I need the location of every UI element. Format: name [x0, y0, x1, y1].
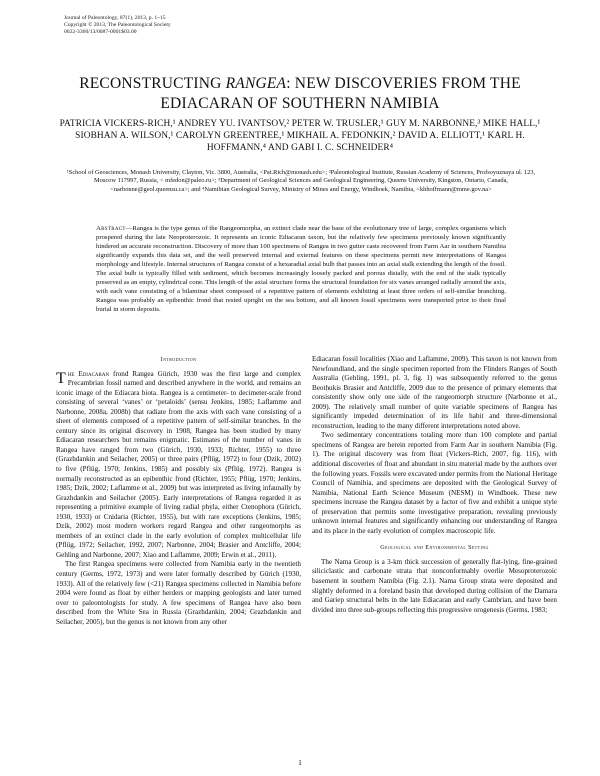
title-part-2: : NEW DISCOVERIES FROM THE EDIACARAN OF SOUTHERN NAMIBIA — [160, 75, 521, 112]
right-column — [312, 355, 557, 615]
journal-header — [64, 15, 171, 36]
intro-lead-in: he Ediacaran — [67, 369, 110, 378]
author-list: PATRICIA VICKERS-RICH,¹ ANDREY YU. IVANTSOV,² PETER W. TRUSLER,¹ GUY M. NARBONNE,³ MIKE HALL,¹ SIOBHAN A. WILSON,¹ CAROLYN GREENTREE,¹ MIKHAIL A. FEDONKIN,² DAVID A. ELLIOTT,¹ KARL H. HOFFMANN,⁴ AND GABI I. C. SCHNEIDER⁴ — [59, 119, 541, 154]
page-number: 1 — [298, 758, 302, 767]
intro-paragraph-3: Two sedimentary concentrations totaling more than 100 complete and partial specimens of Rangea are herein reported from Farm Aar in southern Namibia (Fig. 1). The original discovery was from float (Vickers-Rich, 2007, fig. 116), with additional discoveries of float and abundant in situ material made by the authors over the following years. Fossils were excavated under permits from the National Heritage Council of Namibia, and specimens are deposited with the Geological Survey of Namibia, National Earth Science Museum (NESM) in Windhoek. These new specimens increase the Rangea dataset by a factor of five and exhibit a unique style of preservation that permits some investigative preparation, revealing previously unknown internal features and significantly enhancing our understanding of Rangea and its place in the early evolution of complex macroscopic life. — [312, 431, 557, 535]
title-part-1: RECONSTRUCTING — [79, 75, 226, 92]
left-column — [56, 355, 301, 627]
journal-copyright: Copyright © 2013, The Paleontological Society — [64, 22, 171, 28]
title-genus: RANGEA — [225, 75, 287, 92]
affiliations: ¹School of Geosciences, Monash University, Clayton, Vic. 3800, Australia, <Pat.Rich@monash.edu>; ²Paleontological Institute, Russian Academy of Sciences, Profsoyuznaya ul. 123, Moscow 117997, Russia, < mfedon@paleo.ru>; ³Department of Geological Sciences and Geological Engineering, Queens University, Kingston, Ontario, Canada, <narbonne@geol.queensu.ca>; and ⁴Namibian Geological Survey, Ministry of Mines and Energy, Windhoek, Namibia, <khhoffmann@mme.gov.na> — [66, 169, 536, 193]
setting-heading: Geological and Environmental Setting — [380, 544, 489, 552]
journal-citation: Journal of Paleontology, 87(1), 2013, p. 1–15 — [64, 15, 166, 21]
abstract-text: —Rangea is the type genus of the Rangeomorpha, an extinct clade near the base of the evolutionary tree of large, complex organisms which prospered during the late Neoproterozoic. It represents an iconic Ediacaran taxon, but the relatively few specimens previously known significantly hindered an accurate reconstruction. Discovery of more than 100 specimens of Rangea in two gutter casts recovered from Farm Aar in southern Namibia significantly expands this data set, and the well preserved internal and external features on these specimens permit new interpretations of Rangea morphology and lifestyle. Internal structures of Rangea consist of a hexaradial axial bulb that passes into an axial stalk extending the length of the fossil. The axial bulb is typically filled with sediment, which becomes increasingly loosely packed and porous distally, with the end of the stalk typically preserved as an empty, cylindrical cone. This length of the axial structure forms the structural foundation for six vanes arranged radially around the axis, with each vane consisting of a bilaminar sheet composed of a repetitive pattern of elements exhibiting at least three orders of self-similar branching. Rangea was probably an epibenthic frond that rested upright on the sea bottom, and all known fossil specimens were transported prior to their final burial in storm deposits. — [96, 225, 506, 313]
intro-paragraph-2-continued: Ediacaran fossil localities (Xiao and Laflamme, 2009). This taxon is not known from Newfoundland, and the single specimen reported from the Flinders Ranges of South Australia (Gehling, 1991, pl. 3, fig. 1) was subsequently referred to the genus Beothukis Brasier and Antcliffe, 2009 due to the presence of primary elements that consistently show only one side of the rangeomorph structure (Narbonne et al., 2009). The relatively small number of quite variable specimens of Rangea has significantly impeded determination of its life habit and three-dimensional reconstruction, leading to the many different interpretations noted above. — [312, 355, 557, 430]
drop-cap: T — [56, 369, 66, 387]
setting-paragraph-1: The Nama Group is a 3-km thick succession of generally flat-lying, fine-grained siliciclastic and carbonate strata that nonconformably overlie Mesoproterozoic basement in southern Namibia (Fig. 2.1). Nama Group strata were deposited and slightly deformed in a foreland basin that developed during collision of the Damara and Gariep structural belts in the late Ediacaran and early Cambrian, and have been divided into three sub-groups reflecting this progressive orogenesis (Germs, 1983; — [312, 557, 557, 614]
introduction-heading: Introduction — [160, 356, 197, 363]
intro-paragraph-2: The first Rangea specimens were collected from Namibia early in the twentieth century (Germs, 1972, 1973) and were later formally described by Gürich (1930, 1933). All of the relatively few (<21) Rangea specimens collected in Namibia before 2004 were found as float by either herders or mapping geologists and later turned over to paleontologists for study. A few specimens of Rangea have also been described from the White Sea in Russia (Grazhdankin, 2004; Grazhdankin and Seilacher, 2005), but the genus is not known from any other — [56, 560, 301, 626]
article-title — [40, 74, 560, 114]
intro-paragraph-1 — [56, 370, 301, 561]
abstract — [96, 225, 506, 315]
journal-issn: 0022-3360/13/0087-0001$03.00 — [64, 29, 137, 35]
intro-paragraph-1-text: frond Rangea Gürich, 1930 was the first large and complex Precambrian fossil named and described anywhere in the world, and remains an iconic image of the Ediacara biota. Rangea is a centimeter- to decimeter-scale frond consisting of several ‘vanes’ or ‘petaloids’ (sensu Jenkins, 1985; Laflamme and Narbonne, 2008a, 2008b) that radiate from the axis with each vane consisting of a sheet of elements composed of a repetitive pattern of self-similar branches. In the century since its original discovery in 1908, Rangea has been studied by many Ediacaran researchers but remains enigmatic. Estimates of the number of vanes in Rangea have ranged from two (Gürich, 1930, 1933; Richter, 1955) to three (Grazhdankin and Seilacher, 2005) or three pairs (Pflüg, 1972) to four (Dzik, 2002) to five (Pflüg, 1970; Jenkins, 1985) and possibly six (Pflüg, 1972). Rangea is normally reconstructed as an epibenthic frond (Richter, 1955; Pflüg, 1970; Jenkins, 1985; Dzik, 2002; Laflamme et al., 2009) but was interpreted as living infaunally by Grazhdankin and Seilacher (2005). Early interpretations of Rangea regarded it as representing a primitive example of living radial phyla, either Ctenophora (Gürich, 1930, 1933) or Cnidaria (Richter, 1955), but with rare exceptions (Jenkins, 1985; Dzik, 2002) most modern workers regard Rangea and other rangeomorphs as members of an extinct clade in the early evolution of complex multicellular life (Pflüg, 1972; Seilacher, 1992, 2007; Narbonne, 2004; Brasier and Antcliffe, 2004; Gehling and Narbonne, 2007; Xiao and Laflamme, 2009; Erwin et al., 2011). — [56, 369, 301, 559]
abstract-label: Abstract — [96, 225, 126, 232]
